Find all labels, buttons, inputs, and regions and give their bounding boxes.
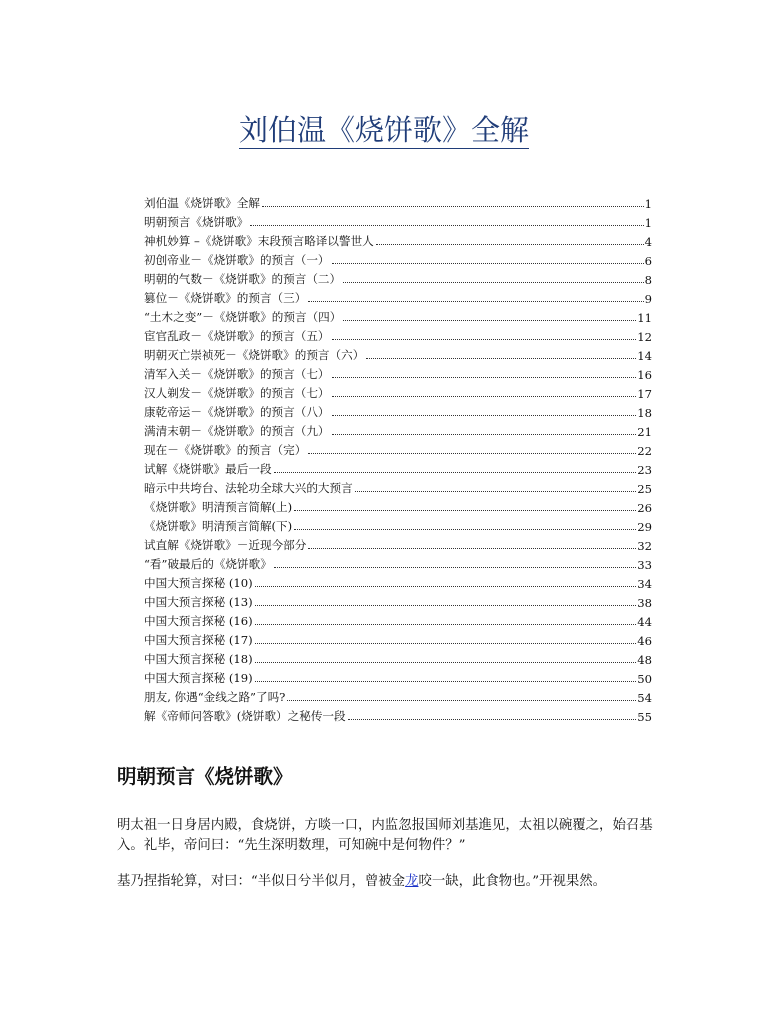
toc-entry-title[interactable]: 中国大预言探秘 (10) [144, 576, 253, 590]
toc-dot-leader [274, 567, 636, 568]
toc-entry-title[interactable]: 朋友, 你遇“金线之路”了吗? [144, 690, 286, 704]
document-title[interactable] [0, 108, 768, 152]
toc-entry[interactable] [144, 458, 652, 477]
toc-entry-page-number[interactable]: 34 [637, 577, 652, 591]
toc-dot-leader [250, 225, 643, 226]
toc-entry-title[interactable]: 清军入关－《烧饼歌》的预言（七） [144, 367, 330, 381]
toc-dot-leader [255, 643, 637, 644]
toc-dot-leader [332, 339, 637, 340]
toc-entry[interactable] [144, 382, 652, 401]
toc-entry-page-number[interactable]: 55 [637, 710, 652, 724]
toc-entry-page-number[interactable]: 1 [644, 197, 652, 211]
toc-dot-leader [308, 548, 636, 549]
toc-entry-page-number[interactable]: 21 [637, 425, 652, 439]
toc-entry-title[interactable]: 中国大预言探秘 (17) [144, 633, 253, 647]
toc-entry-title[interactable]: 刘伯温《烧饼歌》全解 [144, 196, 260, 210]
toc-entry-page-number[interactable]: 38 [637, 596, 652, 610]
paragraph-2-text-after: 咬一缺，此食物也。”开视果然。 [418, 874, 607, 889]
toc-dot-leader [366, 358, 636, 359]
toc-entry-title[interactable]: 解《帝师问答歌》(烧饼歌）之秘传一段 [144, 709, 346, 723]
toc-entry-title[interactable]: 试直解《烧饼歌》－近现今部分 [144, 538, 307, 552]
toc-dot-leader [332, 415, 637, 416]
toc-dot-leader [343, 320, 636, 321]
toc-dot-leader [332, 396, 637, 397]
section-heading: 明朝预言《烧饼歌》 [117, 765, 293, 788]
toc-entry-page-number[interactable]: 23 [637, 463, 652, 477]
body-paragraph-2 [117, 872, 662, 892]
toc-dot-leader [294, 510, 636, 511]
toc-dot-leader [262, 206, 644, 207]
toc-entry[interactable] [144, 306, 652, 325]
toc-entry[interactable] [144, 344, 652, 363]
toc-entry-page-number[interactable]: 4 [644, 235, 652, 249]
toc-entry[interactable] [144, 629, 652, 648]
toc-entry-page-number[interactable]: 16 [637, 368, 652, 382]
toc-entry-title[interactable]: 明朝的气数－《烧饼歌》的预言（二） [144, 272, 342, 286]
toc-entry[interactable] [144, 591, 652, 610]
toc-entry-page-number[interactable]: 25 [637, 482, 652, 496]
toc-entry-title[interactable]: 中国大预言探秘 (16) [144, 614, 253, 628]
toc-dot-leader [308, 453, 636, 454]
toc-entry[interactable] [144, 667, 652, 686]
toc-entry[interactable] [144, 211, 652, 230]
toc-entry-page-number[interactable]: 33 [637, 558, 652, 572]
toc-entry-page-number[interactable]: 18 [637, 406, 652, 420]
toc-entry[interactable] [144, 439, 652, 458]
toc-entry-title[interactable]: 康乾帝运－《烧饼歌》的预言（八） [144, 405, 330, 419]
toc-entry-title[interactable]: 神机妙算 –《烧饼歌》末段预言略译以警世人 [144, 234, 374, 248]
toc-entry[interactable] [144, 534, 652, 553]
toc-entry-title[interactable]: 明朝预言《烧饼歌》 [144, 215, 249, 229]
toc-entry-title[interactable]: 中国大预言探秘 (19) [144, 671, 253, 685]
toc-entry-title[interactable]: 篡位－《烧饼歌》的预言（三） [144, 291, 307, 305]
toc-entry-page-number[interactable]: 26 [637, 501, 652, 515]
toc-entry[interactable] [144, 420, 652, 439]
toc-dot-leader [348, 719, 637, 720]
toc-entry[interactable] [144, 705, 652, 724]
toc-entry[interactable] [144, 648, 652, 667]
toc-entry-page-number[interactable]: 50 [637, 672, 652, 686]
toc-dot-leader [332, 377, 637, 378]
toc-dot-leader [343, 282, 644, 283]
toc-dot-leader [355, 491, 637, 492]
toc-dot-leader [332, 434, 637, 435]
toc-dot-leader [255, 586, 637, 587]
toc-entry[interactable] [144, 249, 652, 268]
document-title-text[interactable]: 刘伯温《烧饼歌》全解 [238, 113, 529, 147]
toc-entry[interactable] [144, 515, 652, 534]
toc-entry-title[interactable]: 试解《烧饼歌》最后一段 [144, 462, 272, 476]
toc-entry[interactable] [144, 287, 652, 306]
toc-entry-title[interactable]: 现在－《烧饼歌》的预言（完） [144, 443, 307, 457]
toc-entry-title[interactable]: 暗示中共垮台、法轮功全球大兴的大预言 [144, 481, 353, 495]
toc-entry[interactable] [144, 325, 652, 344]
toc-entry-page-number[interactable]: 12 [637, 330, 652, 344]
toc-entry[interactable] [144, 572, 652, 591]
toc-dot-leader [376, 244, 644, 245]
toc-entry-page-number[interactable]: 22 [637, 444, 652, 458]
toc-entry[interactable] [144, 496, 652, 515]
toc-entry-page-number[interactable]: 6 [644, 254, 652, 268]
toc-dot-leader [332, 263, 644, 264]
toc-entry-page-number[interactable]: 17 [637, 387, 652, 401]
toc-entry-title[interactable]: 《烧饼歌》明清预言简解(下) [144, 519, 293, 533]
toc-entry[interactable] [144, 477, 652, 496]
toc-entry-title[interactable]: 汉人剃发－《烧饼歌》的预言（七） [144, 386, 330, 400]
paragraph-2-text-before: 基乃捏指轮算，对曰：“半似日兮半似月，曾被金 [117, 874, 406, 889]
toc-dot-leader [294, 529, 636, 530]
toc-dot-leader [255, 624, 637, 625]
table-of-contents [144, 192, 652, 724]
toc-entry-title[interactable]: 初创帝业－《烧饼歌》的预言（一） [144, 253, 330, 267]
toc-entry-title[interactable]: 中国大预言探秘 (18) [144, 652, 253, 666]
toc-entry[interactable] [144, 610, 652, 629]
toc-entry-page-number[interactable]: 14 [637, 349, 652, 363]
toc-dot-leader [274, 472, 637, 473]
toc-entry-page-number[interactable]: 9 [644, 292, 652, 306]
toc-entry-title[interactable]: 明朝灭亡崇祯死－《烧饼歌》的预言（六） [144, 348, 365, 362]
toc-entry-page-number[interactable]: 44 [637, 615, 652, 629]
toc-dot-leader [255, 681, 637, 682]
toc-entry-title[interactable]: 中国大预言探秘 (13) [144, 595, 253, 609]
toc-dot-leader [287, 700, 636, 701]
toc-entry-title[interactable]: 满清末朝－《烧饼歌》的预言（九） [144, 424, 330, 438]
body-paragraph-1: 明太祖一日身居内殿，食烧饼，方啖一口，内监忽报国师刘基進见，太祖以碗覆之，始召基入。礼毕，帝问曰：“先生深明数理，可知碗中是何物件？” [117, 818, 653, 853]
toc-entry[interactable] [144, 268, 652, 287]
toc-entry-page-number[interactable]: 1 [644, 216, 652, 230]
toc-dot-leader [308, 301, 643, 302]
toc-entry[interactable] [144, 230, 652, 249]
toc-dot-leader [255, 662, 637, 663]
toc-entry-page-number[interactable]: 8 [644, 273, 652, 287]
toc-entry-page-number[interactable]: 32 [637, 539, 652, 553]
toc-entry[interactable] [144, 686, 652, 705]
toc-entry-title[interactable]: 《烧饼歌》明清预言简解(上) [144, 500, 293, 514]
toc-entry[interactable] [144, 363, 652, 382]
toc-entry-page-number[interactable]: 29 [637, 520, 652, 534]
toc-entry-title[interactable]: “看”破最后的《烧饼歌》 [144, 557, 272, 571]
toc-entry-page-number[interactable]: 48 [637, 653, 652, 667]
toc-entry[interactable] [144, 553, 652, 572]
toc-entry[interactable] [144, 192, 652, 211]
toc-dot-leader [255, 605, 637, 606]
toc-entry-title[interactable]: 宦官乱政－《烧饼歌》的预言（五） [144, 329, 330, 343]
dragon-link[interactable]: 龙 [405, 874, 419, 889]
toc-entry-title[interactable]: “土木之变”－《烧饼歌》的预言（四） [144, 310, 342, 324]
toc-entry-page-number[interactable]: 54 [637, 691, 652, 705]
toc-entry-page-number[interactable]: 46 [637, 634, 652, 648]
toc-entry[interactable] [144, 401, 652, 420]
toc-entry-page-number[interactable]: 11 [637, 311, 652, 325]
